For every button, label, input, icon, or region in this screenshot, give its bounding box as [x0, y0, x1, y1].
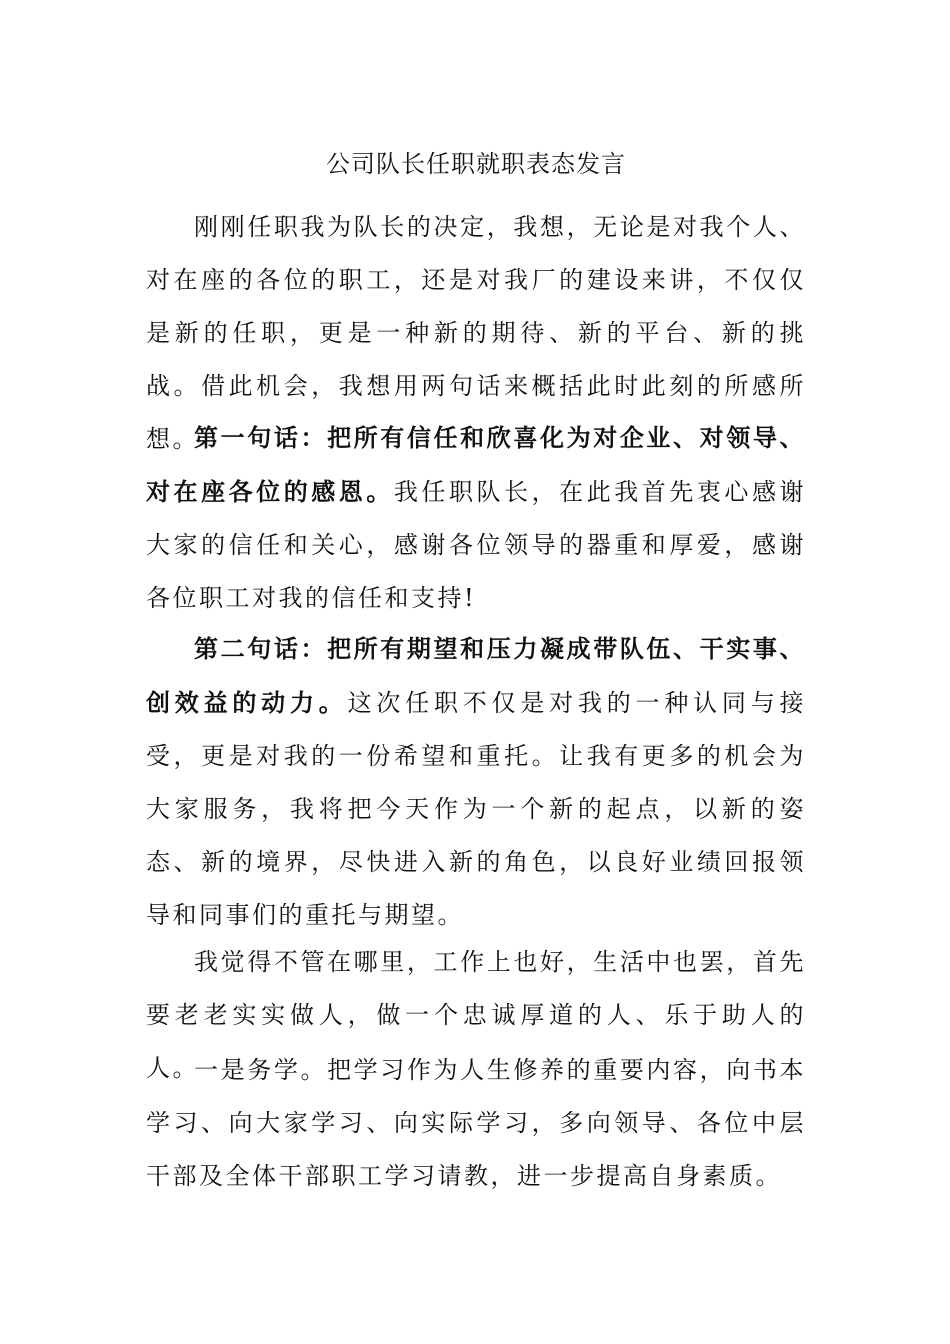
paragraph-3: [146, 622, 806, 942]
document-title: 公司队长任职就职表态发言: [326, 150, 626, 178]
paragraph-3-text: 这次任职不仅是对我的一种认同与接受，更是对我的一份希望和重托。让我有更多的机会为大家服务，我将把今天作为一个新的起点，以新的姿态、新的境界，尽快进入新的角色，以良好业绩回报领导和同事们的重托与期望。: [146, 689, 807, 929]
paragraph-2: [146, 411, 806, 625]
paragraph-1-text: 刚刚任职我为队长的决定，我想，无论是对我个人、对在座的各位的职工，还是对我厂的建设来讲，不仅仅是新的任职，更是一种新的期待、新的平台、新的挑战。借此机会，我想用两句话来概括此时此刻的所感所想。: [146, 213, 806, 453]
paragraph-4-text: 我觉得不管在哪里，工作上也好，生活中也罢，首先要老老实实做人，做一个忠诚厚道的人、乐于助人的人。: [146, 948, 806, 1082]
paragraph-5-text: 一是务学。把学习作为人生修养的重要内容，向书本学习、向大家学习、向实际学习，多向领导、各位中层干部及全体干部职工学习请教，进一步提高自身素质。: [146, 1056, 806, 1190]
paragraph-2-lead: 第一句话：把所有信任和欣喜化为对企业、对领导、对在座各位的感恩。: [146, 423, 806, 506]
paragraph-5: [146, 1044, 806, 1203]
paragraph-3-lead: 第二句话：把所有期望和压力凝成带队伍、干实事、创效益的动力。: [146, 634, 806, 717]
paragraph-2-text: 我任职队长，在此我首先衷心感谢大家的信任和关心，感谢各位领导的器重和厚爱，感谢各位职工对我的信任和支持!: [146, 478, 806, 612]
